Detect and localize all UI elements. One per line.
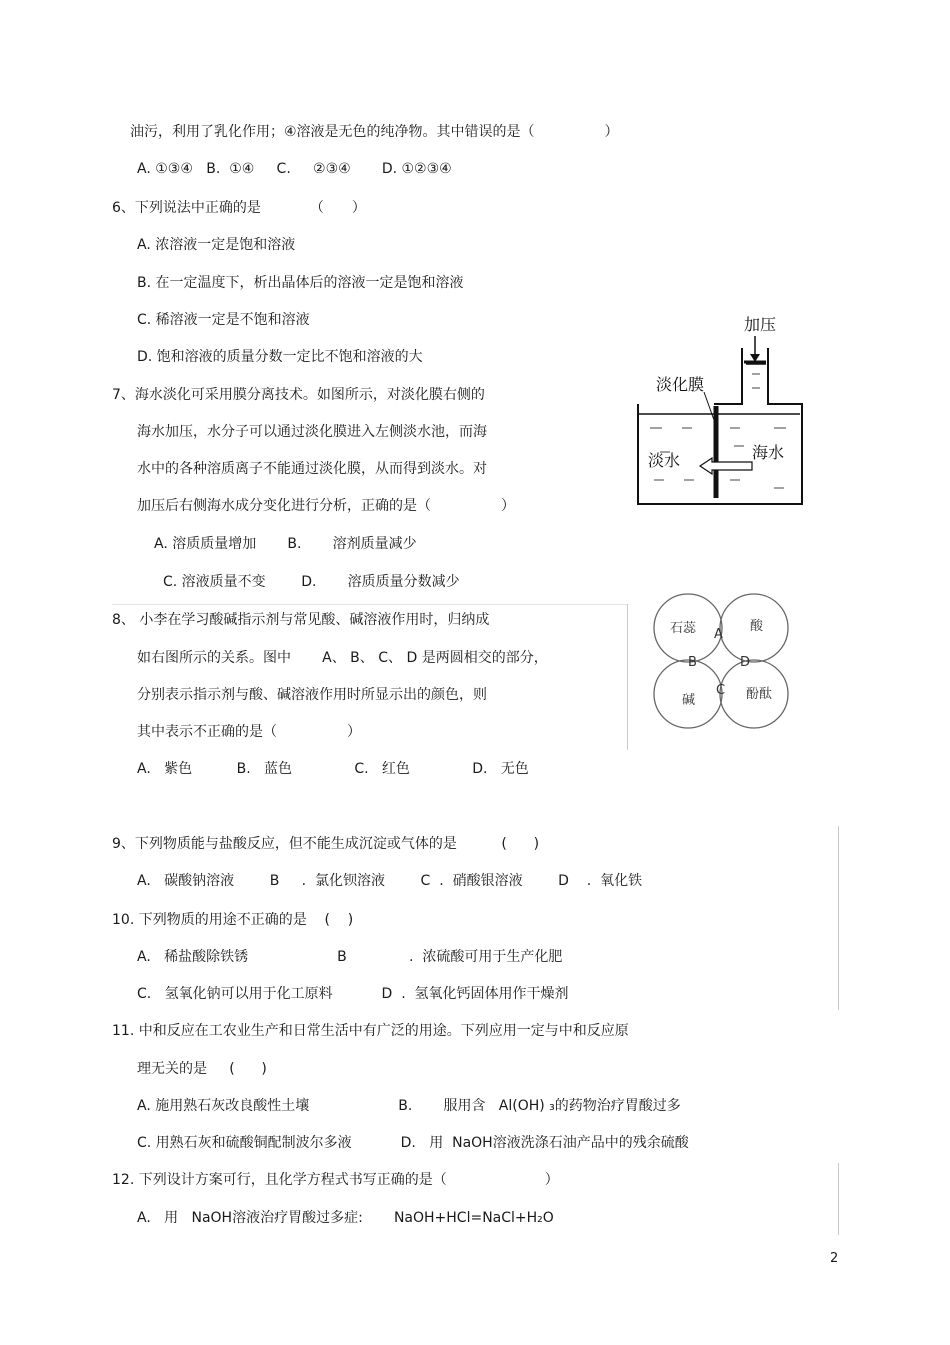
desalination-figure <box>634 308 810 508</box>
question-7-line-3: 水中的各种溶质离子不能通过淡化膜，从而得到淡水。对 <box>137 461 487 477</box>
q10-options-cd: C. 氢氧化钠可以用于化工原料 D . 氢氧化钙固体用作干燥剂 <box>137 986 569 1002</box>
region-a: A <box>714 627 723 642</box>
q8-options: A. 紫色 B. 蓝色 C. 红色 D. 无色 <box>137 761 529 777</box>
fresh-water-label: 淡水 <box>648 451 681 470</box>
indicator-circles-figure <box>648 592 796 736</box>
question-8-line-2: 如右图所示的关系。图中 A、 B、 C、 D 是两圆相交的部分， <box>137 650 548 666</box>
box-right-border-q12 <box>838 1163 839 1235</box>
question-6: 6、下列说法中正确的是 （ ） <box>112 200 366 216</box>
pressure-label: 加压 <box>744 315 777 334</box>
region-b: B <box>688 655 697 670</box>
question-9: 9、下列物质能与盐酸反应，但不能生成沉淀或气体的是 ( ) <box>112 836 540 852</box>
membrane-label: 淡化膜 <box>656 375 705 394</box>
q9-options: A. 碳酸钠溶液 B . 氯化钡溶液 C . 硝酸银溶液 D . 氧化铁 <box>137 873 643 889</box>
circle-phenolphthalein: 酚酞 <box>746 687 773 702</box>
circle-litmus: 石蕊 <box>670 621 697 636</box>
question-7-line-4: 加压后右侧海水成分变化进行分析，正确的是（ ） <box>137 498 515 514</box>
question-12: 12. 下列设计方案可行，且化学方程式书写正确的是（ ） <box>112 1172 559 1188</box>
q7-options-cd: C. 溶液质量不变 D. 溶质质量分数减少 <box>163 574 460 590</box>
q6-option-a: A. 浓溶液一定是饱和溶液 <box>137 237 296 253</box>
box-top-border-q8 <box>112 604 627 605</box>
circle-acid: 酸 <box>750 619 764 634</box>
question-11-line-1: 11. 中和反应在工农业生产和日常生活中有广泛的用途。下列应用一定与中和反应原 <box>112 1023 629 1039</box>
circle-base: 碱 <box>682 693 696 708</box>
question-7-line-2: 海水加压，水分子可以通过淡化膜进入左侧淡水池，而海 <box>137 424 487 440</box>
question-7-line-1: 7、海水淡化可采用膜分离技术。如图所示，对淡化膜右侧的 <box>112 387 485 403</box>
q6-option-b: B. 在一定温度下，析出晶体后的溶液一定是饱和溶液 <box>137 275 464 291</box>
box-right-border-lower <box>838 826 839 1010</box>
q6-option-d: D. 饱和溶液的质量分数一定比不饱和溶液的大 <box>137 349 423 365</box>
question-8-line-3: 分别表示指示剂与酸、碱溶液作用时所显示出的颜色，则 <box>137 687 487 703</box>
box-right-border-q8 <box>627 604 628 750</box>
line-l1: A. ①③④ B. ①④ C. ②③④ D. ①②③④ <box>137 161 452 177</box>
q7-options-ab: A. 溶质质量增加 B. 溶剂质量减少 <box>154 536 417 552</box>
question-11-line-2: 理无关的是 ( ) <box>137 1061 267 1077</box>
q11-options-ab: A. 施用熟石灰改良酸性土壤 B. 服用含 Al(OH) ₃的药物治疗胃酸过多 <box>137 1098 681 1114</box>
question-8-line-4: 其中表示不正确的是（ ） <box>137 724 361 740</box>
region-d: D <box>740 655 751 670</box>
page-number: 2 <box>830 1251 839 1266</box>
question-10: 10. 下列物质的用途不正确的是 ( ) <box>112 912 354 928</box>
region-c: C <box>716 683 726 698</box>
sea-water-label: 海水 <box>752 443 785 462</box>
q11-options-cd: C. 用熟石灰和硫酸铜配制波尔多液 D. 用 NaOH溶液洗涤石油产品中的残余硫酸 <box>137 1135 689 1151</box>
q10-options-ab: A. 稀盐酸除铁锈 B . 浓硫酸可用于生产化肥 <box>137 949 563 965</box>
q6-option-c: C. 稀溶液一定是不饱和溶液 <box>137 312 310 328</box>
q12-option-a: A. 用 NaOH溶液治疗胃酸过多症: NaOH+HCl=NaCl+H₂O <box>137 1210 554 1226</box>
line-l0: 油污，利用了乳化作用；④溶液是无色的纯净物。其中错误的是（ ） <box>130 124 619 140</box>
question-8-line-1: 8、 小李在学习酸碱指示剂与常见酸、碱溶液作用时，归纳成 <box>112 612 490 628</box>
